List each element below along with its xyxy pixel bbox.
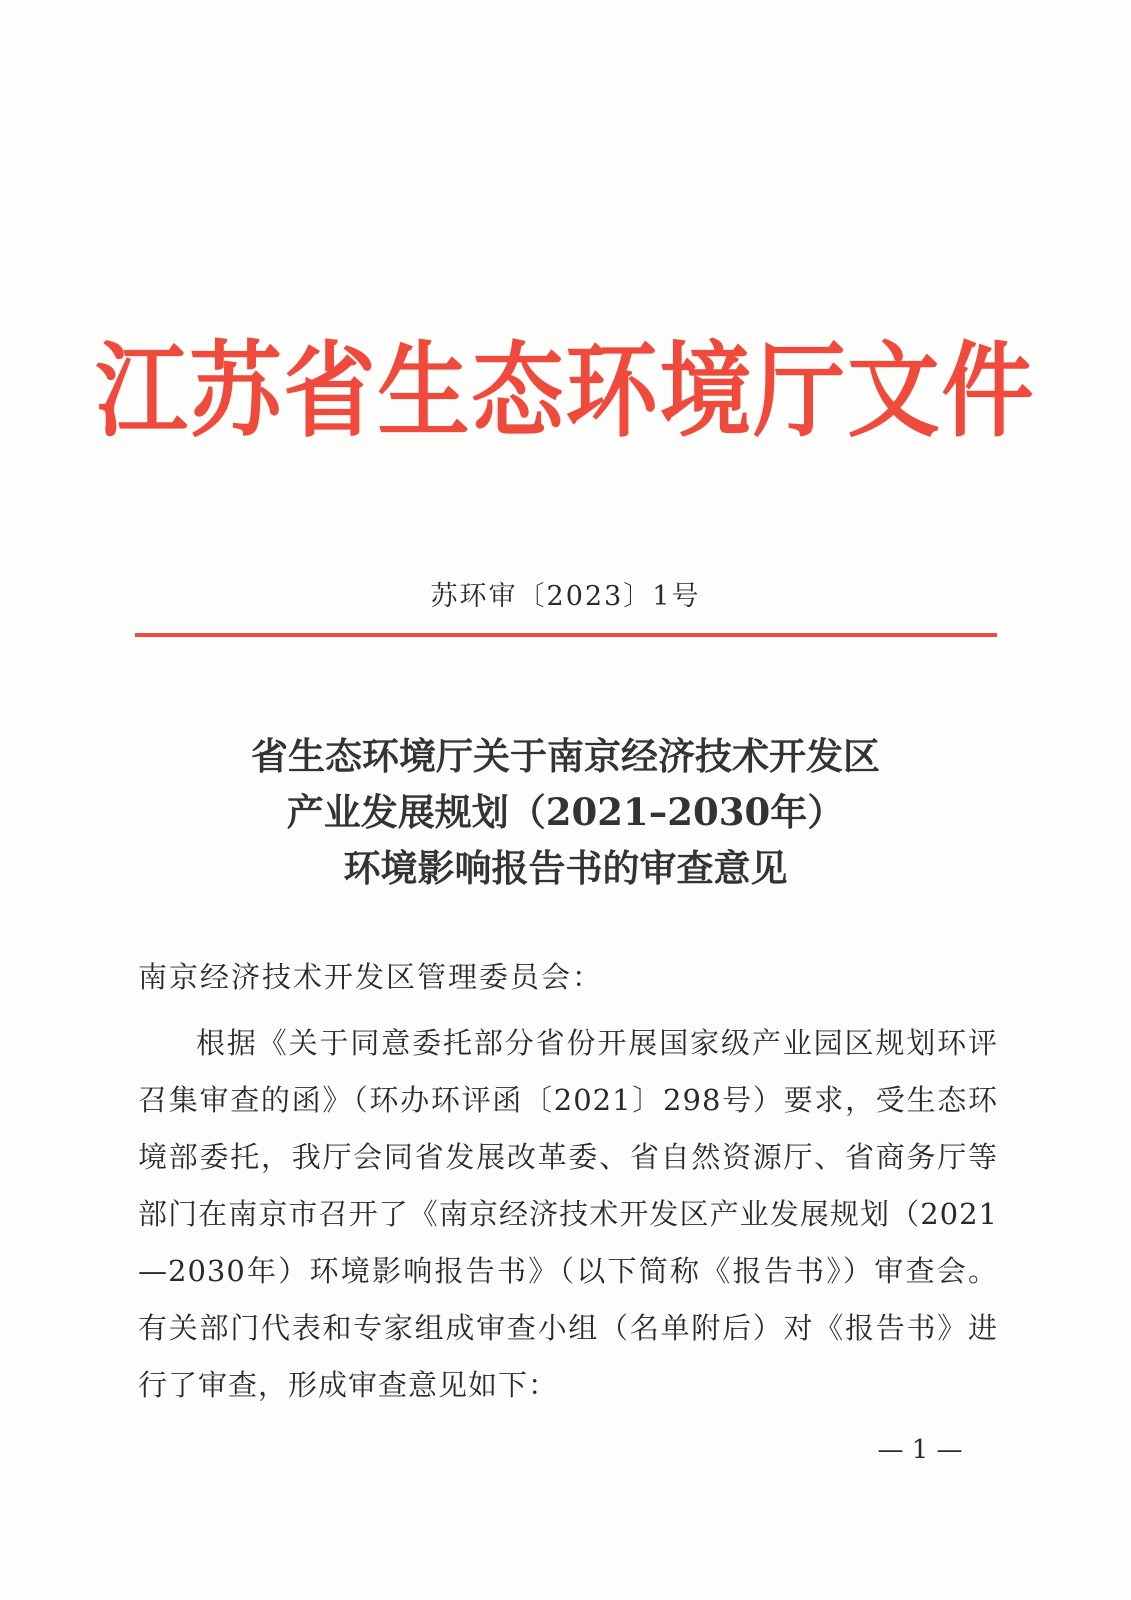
document-number: 苏环审〔2023〕1号 [430, 581, 701, 612]
header-title: 江苏省生态环境厅文件 [95, 331, 1036, 452]
body-line: —2030年）环境影响报告书》（以下简称《报告书》）审查会。 [138, 1254, 998, 1288]
title-line-1: 省生态环境厅关于南京经济技术开发区 [251, 734, 880, 778]
body-line: 召集审查的函》（环办环评函〔2021〕298号）要求，受生态环 [138, 1083, 998, 1117]
page-number: — 1 — [877, 1435, 963, 1465]
body-line: 根据《关于同意委托部分省份开展国家级产业园区规划环评 [196, 1026, 998, 1060]
body-line: 有关部门代表和专家组成审查小组（名单附后）对《报告书》进 [138, 1311, 998, 1345]
document-title [0, 728, 1131, 896]
body-paragraph [138, 1015, 998, 1414]
addressee: 南京经济技术开发区管理委员会： [138, 960, 604, 994]
body-line: 部门在南京市召开了《南京经济技术开发区产业发展规划（2021 [138, 1197, 998, 1231]
body-line: 行了审查，形成审查意见如下： [138, 1368, 559, 1402]
title-line-2: 产业发展规划（2021–2030年） [286, 790, 845, 834]
title-line-3: 环境影响报告书的审查意见 [343, 846, 788, 890]
body-line: 境部委托，我厅会同省发展改革委、省自然资源厅、省商务厅等 [138, 1140, 998, 1174]
red-divider [135, 633, 997, 637]
